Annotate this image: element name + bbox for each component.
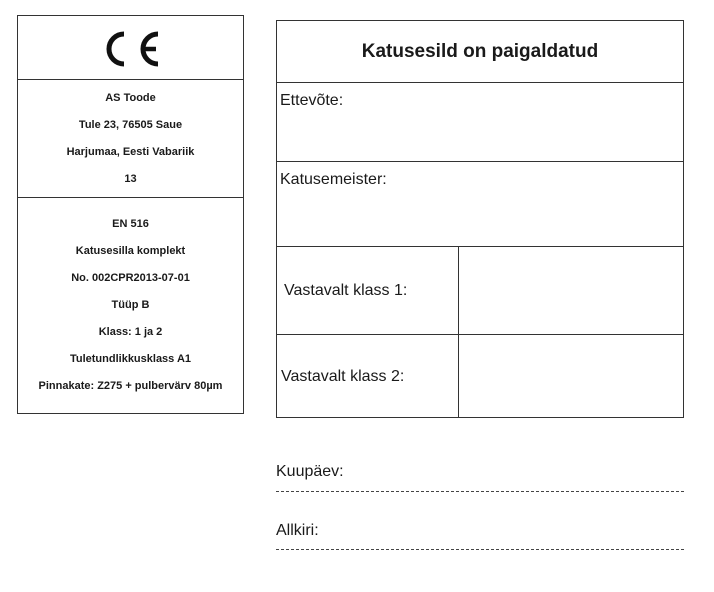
- manufacturer-block: [18, 80, 243, 198]
- class2-value-field[interactable]: [459, 335, 683, 418]
- class1-row: [277, 247, 683, 335]
- signature-field[interactable]: [276, 522, 684, 554]
- date-line: [276, 491, 684, 492]
- spec-block: [18, 198, 243, 405]
- product-label: [17, 15, 244, 414]
- spec-type: Tüüp B: [111, 299, 150, 311]
- company-label: Ettevõte:: [280, 92, 344, 109]
- roofer-label: Katusemeister:: [280, 171, 387, 188]
- manufacturer-address: Tule 23, 76505 Saue: [78, 119, 183, 131]
- ce-mark-cell: [18, 16, 243, 80]
- spec-class: Klass: 1 ja 2: [98, 326, 163, 338]
- manufacturer-name: AS Toode: [105, 92, 156, 104]
- spec-coating: Pinnakate: Z275 + pulbervärv 80µm: [38, 380, 223, 392]
- spec-number: No. 002CPR2013-07-01: [71, 272, 190, 284]
- installation-form: [276, 20, 684, 418]
- spec-product: Katusesilla komplekt: [75, 245, 186, 257]
- signature-line: [276, 549, 684, 550]
- ce-mark-icon: [102, 30, 162, 68]
- form-title: Katusesild on paigaldatud: [277, 21, 683, 83]
- spec-fire-class: Tuletundlikkusklass A1: [69, 353, 192, 365]
- date-field[interactable]: [276, 463, 684, 495]
- class1-value-field[interactable]: [459, 247, 683, 334]
- date-label: Kuupäev:: [276, 463, 344, 480]
- spec-standard: EN 516: [112, 218, 149, 230]
- manufacturer-region: Harjumaa, Eesti Vabariik: [66, 146, 195, 158]
- roofer-field[interactable]: [277, 162, 683, 247]
- class1-label: Vastavalt klass 1:: [277, 247, 459, 334]
- signature-label: Allkiri:: [276, 522, 319, 539]
- manufacturer-year: 13: [124, 173, 137, 185]
- class2-row: [277, 335, 683, 418]
- class2-label: Vastavalt klass 2:: [277, 335, 459, 418]
- company-field[interactable]: [277, 83, 683, 162]
